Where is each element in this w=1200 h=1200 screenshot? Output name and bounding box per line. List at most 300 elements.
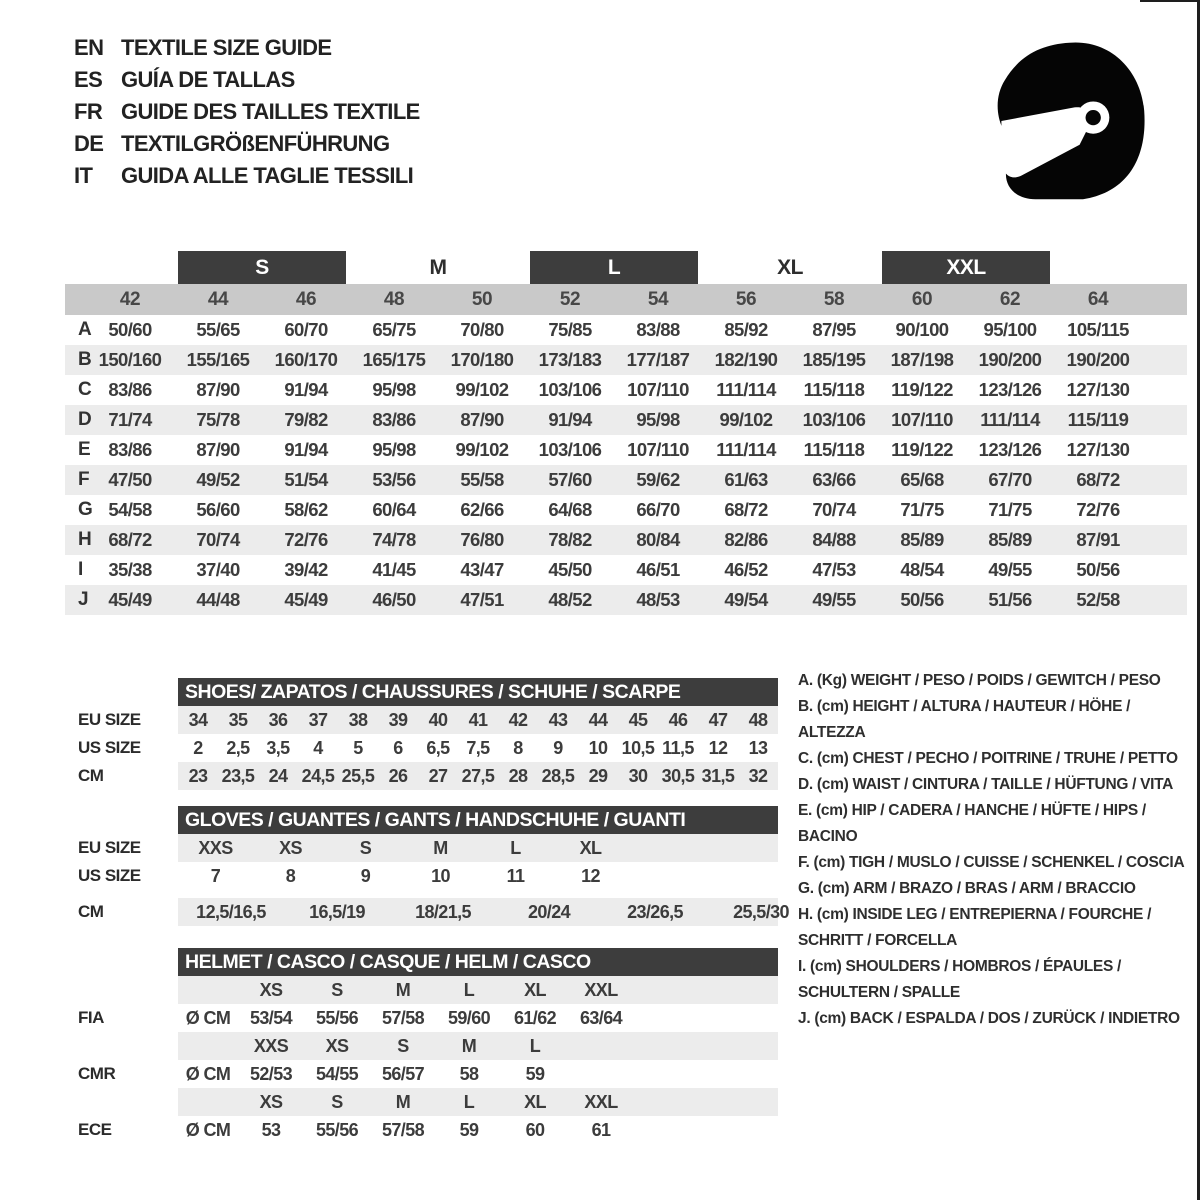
- table-cell: 54/58: [108, 499, 152, 520]
- table-cell: 46/51: [636, 559, 680, 580]
- table-cell: 24,5: [301, 765, 335, 786]
- table-cell: 65/68: [900, 469, 944, 490]
- table-cell: 150/160: [98, 349, 162, 370]
- row-letter: I: [78, 559, 84, 580]
- table-cell: 71/75: [900, 499, 944, 520]
- table-cell: 59/62: [636, 469, 680, 490]
- helmet-size-table: [78, 948, 778, 1144]
- table-cell: 57/58: [381, 1007, 425, 1028]
- row-values: [86, 435, 1142, 465]
- table-cell: 46/52: [724, 559, 768, 580]
- table-cell: 111/114: [716, 379, 776, 400]
- table-cell: 10: [431, 865, 450, 886]
- row-letter: A: [78, 319, 92, 340]
- table-cell: 35: [228, 709, 248, 730]
- table-cell: 28: [508, 765, 528, 786]
- table-cell: 61/62: [513, 1007, 557, 1028]
- table-cell: 68/72: [108, 529, 152, 550]
- table-cell: 40: [428, 709, 448, 730]
- unit-cell: Ø CM: [185, 1119, 231, 1140]
- measurement-legend: [798, 668, 1198, 1032]
- table-cell: XS: [279, 837, 302, 858]
- spacer-cell: [178, 976, 238, 1004]
- legend-item: B. (cm) HEIGHT / ALTURA / HAUTEUR / HÖHE / ALTEZZA: [798, 698, 1131, 741]
- table-row: [65, 465, 1187, 495]
- table-cell: 44: [588, 709, 608, 730]
- helmet-table-rows: [78, 976, 778, 1144]
- table-cell: 56/57: [381, 1063, 425, 1084]
- helmet-size-label: S: [397, 1035, 409, 1056]
- gloves-size-table: [78, 806, 789, 926]
- helmet-size-label: XXL: [584, 979, 618, 1000]
- table-cell: 127/130: [1066, 379, 1130, 400]
- table-cell: 83/86: [108, 379, 152, 400]
- row-values: [86, 405, 1142, 435]
- table-cell: 65/75: [372, 319, 416, 340]
- table-cell: 62/66: [460, 499, 504, 520]
- table-cell: 2,5: [226, 737, 250, 758]
- table-cell: 58/62: [284, 499, 328, 520]
- table-cell: 72/76: [284, 529, 328, 550]
- helmet-size-label: XS: [325, 1035, 349, 1056]
- table-cell: 45/49: [284, 589, 328, 610]
- table-cell: 55/56: [315, 1119, 359, 1140]
- legend-item: G. (cm) ARM / BRAZO / BRAS / ARM / BRACCIO: [798, 880, 1136, 897]
- table-row: [65, 585, 1187, 615]
- table-cell: 11: [506, 865, 525, 886]
- table-row: [78, 862, 778, 890]
- table-cell: 10: [588, 737, 608, 758]
- table-cell: 95/98: [636, 409, 680, 430]
- spacer-cell: [178, 1032, 238, 1060]
- table-cell: 78/82: [548, 529, 592, 550]
- table-cell: 23/26,5: [627, 901, 683, 922]
- legend-item: A. (Kg) WEIGHT / PESO / POIDS / GEWITCH / PESO: [798, 672, 1161, 689]
- table-cell: 70/74: [196, 529, 240, 550]
- size-band-xxl: XXL: [882, 251, 1050, 284]
- numeric-size-label: 44: [207, 288, 229, 310]
- helmet-values-row: [78, 1060, 778, 1088]
- table-cell: 107/110: [627, 379, 689, 400]
- helmet-icon-svg: [978, 36, 1154, 206]
- table-cell: 43: [548, 709, 568, 730]
- table-cell: 12: [708, 737, 728, 758]
- table-cell: 79/82: [284, 409, 328, 430]
- language-title: TEXTILGRÖßENFÜHRUNG: [121, 131, 390, 156]
- language-title-list: [74, 32, 420, 192]
- table-cell: 49/54: [724, 589, 768, 610]
- table-cell: 7,5: [466, 737, 490, 758]
- helmet-sizes-row: [178, 976, 778, 1004]
- numeric-size-label: 48: [383, 288, 405, 310]
- helmet-sizes-row: [178, 1088, 778, 1116]
- table-cell: 64/68: [548, 499, 592, 520]
- helmet-size-label: M: [461, 1035, 477, 1056]
- shoes-size-table: [78, 678, 778, 790]
- table-cell: 48/54: [900, 559, 944, 580]
- row-values: [86, 525, 1142, 555]
- table-cell: 155/165: [186, 349, 250, 370]
- table-cell: 123/126: [978, 439, 1042, 460]
- row-letter: C: [78, 379, 92, 400]
- helmet-values-row: [78, 1116, 778, 1144]
- table-cell: 4: [313, 737, 323, 758]
- table-cell: 85/89: [988, 529, 1032, 550]
- table-cell: 103/106: [802, 409, 866, 430]
- table-cell: 105/115: [1067, 319, 1129, 340]
- table-cell: 45: [628, 709, 648, 730]
- table-cell: 55/65: [196, 319, 240, 340]
- language-code: ES: [74, 67, 103, 92]
- standard-label: FIA: [78, 1008, 104, 1027]
- legend-item: F. (cm) TIGH / MUSLO / CUISSE / SCHENKEL / COSCIA: [798, 854, 1185, 871]
- table-cell: 91/94: [284, 379, 328, 400]
- table-cell: 111/114: [716, 439, 776, 460]
- table-cell: 70/74: [812, 499, 856, 520]
- table-cell: 47/53: [812, 559, 856, 580]
- table-cell: 66/70: [636, 499, 680, 520]
- table-cell: 42: [508, 709, 528, 730]
- table-cell: 99/102: [455, 439, 509, 460]
- table-cell: 60/70: [284, 319, 328, 340]
- numeric-size-label: 46: [295, 288, 317, 310]
- table-cell: 16,5/19: [309, 901, 365, 922]
- table-cell: 187/198: [890, 349, 954, 370]
- table-cell: 70/80: [460, 319, 504, 340]
- table-row: [65, 375, 1187, 405]
- table-row: [65, 555, 1187, 585]
- helmet-size-label: L: [463, 1091, 475, 1112]
- shoes-table-title: SHOES/ ZAPATOS / CHAUSSURES / SCHUHE / SCARPE: [178, 678, 778, 706]
- size-band-m: M: [429, 255, 447, 279]
- table-cell: 173/183: [538, 349, 602, 370]
- language-code: EN: [74, 35, 104, 60]
- table-cell: 68/72: [1076, 469, 1120, 490]
- table-cell: 91/94: [548, 409, 592, 430]
- table-cell: 107/110: [627, 439, 689, 460]
- table-cell: 60: [525, 1119, 545, 1140]
- table-cell: 185/195: [802, 349, 866, 370]
- table-cell: 55/56: [315, 1007, 359, 1028]
- table-cell: 41: [468, 709, 488, 730]
- numeric-size-label: 58: [823, 288, 845, 310]
- table-cell: 127/130: [1066, 439, 1130, 460]
- numeric-size-header-row: [65, 284, 1187, 315]
- table-cell: 111/114: [980, 409, 1040, 430]
- table-cell: 2: [193, 737, 203, 758]
- table-cell: 46/50: [372, 589, 416, 610]
- table-row: [78, 762, 778, 790]
- table-cell: 75/78: [196, 409, 240, 430]
- table-cell: 57/58: [381, 1119, 425, 1140]
- table-row: [78, 734, 778, 762]
- row-values: [86, 465, 1142, 495]
- table-cell: 35/38: [108, 559, 152, 580]
- numeric-size-label: 62: [999, 288, 1021, 310]
- table-cell: 52/53: [249, 1063, 293, 1084]
- table-row: [78, 834, 778, 862]
- row-letter: G: [78, 499, 93, 520]
- table-cell: 72/76: [1076, 499, 1120, 520]
- table-cell: 61: [591, 1119, 611, 1140]
- language-row: [74, 160, 420, 192]
- table-cell: 55/58: [460, 469, 504, 490]
- table-cell: 90/100: [895, 319, 949, 340]
- table-cell: 115/119: [1067, 409, 1129, 430]
- numeric-size-label: 54: [647, 288, 669, 310]
- textile-size-rows: [65, 315, 1187, 615]
- table-cell: 87/95: [812, 319, 856, 340]
- table-cell: 170/180: [450, 349, 514, 370]
- helmet-table-title: HELMET / CASCO / CASQUE / HELM / CASCO: [178, 948, 778, 976]
- helmet-size-label: XS: [259, 979, 283, 1000]
- numeric-size-label: 52: [559, 288, 581, 310]
- table-cell: 190/200: [1066, 349, 1130, 370]
- table-cell: 91/94: [284, 439, 328, 460]
- row-letter: B: [78, 349, 92, 370]
- table-cell: 13: [748, 737, 768, 758]
- table-cell: 43/47: [460, 559, 504, 580]
- language-code: FR: [74, 99, 103, 124]
- table-cell: 95/100: [983, 319, 1037, 340]
- row-label: US SIZE: [78, 738, 141, 757]
- table-cell: 29: [588, 765, 608, 786]
- table-cell: 84/88: [812, 529, 856, 550]
- unit-cell: Ø CM: [185, 1007, 231, 1028]
- table-cell: 68/72: [724, 499, 768, 520]
- table-cell: 59: [459, 1119, 479, 1140]
- spacer-cell: [178, 1088, 238, 1116]
- table-cell: 47/51: [460, 589, 504, 610]
- table-row: [65, 435, 1187, 465]
- table-cell: S: [359, 837, 372, 858]
- language-title: GUIDE DES TAILLES TEXTILE: [121, 99, 420, 124]
- table-cell: 83/88: [636, 319, 680, 340]
- table-cell: 76/80: [460, 529, 504, 550]
- table-cell: 51/54: [284, 469, 328, 490]
- size-band-l: L: [530, 251, 698, 284]
- table-cell: 8: [285, 865, 296, 886]
- shoes-table-rows: [78, 706, 778, 790]
- table-cell: 53/56: [372, 469, 416, 490]
- helmet-size-label: L: [529, 1035, 541, 1056]
- table-cell: XXS: [198, 837, 233, 858]
- table-cell: 45/50: [548, 559, 592, 580]
- table-cell: 103/106: [538, 439, 602, 460]
- table-cell: 60/64: [372, 499, 416, 520]
- table-row: [65, 405, 1187, 435]
- table-cell: 27: [428, 765, 448, 786]
- row-label: EU SIZE: [78, 838, 141, 857]
- table-cell: 50/60: [108, 319, 152, 340]
- table-cell: 48/52: [548, 589, 592, 610]
- helmet-size-label: S: [331, 1091, 343, 1112]
- table-row: [65, 345, 1187, 375]
- helmet-size-label: M: [395, 979, 411, 1000]
- table-cell: 39/42: [284, 559, 328, 580]
- table-cell: 50/56: [900, 589, 944, 610]
- numeric-size-label: 50: [471, 288, 493, 310]
- helmet-size-label: XL: [524, 1091, 546, 1112]
- table-cell: 36: [268, 709, 288, 730]
- row-letter: F: [78, 469, 90, 490]
- table-cell: 25,5: [341, 765, 375, 786]
- table-cell: 49/55: [988, 559, 1032, 580]
- table-cell: 177/187: [626, 349, 690, 370]
- table-cell: 18/21,5: [415, 901, 471, 922]
- language-code: IT: [74, 163, 93, 188]
- table-cell: 85/92: [724, 319, 768, 340]
- language-title: GUIDA ALLE TAGLIE TESSILI: [121, 163, 414, 188]
- language-title: TEXTILE SIZE GUIDE: [121, 35, 332, 60]
- table-cell: 119/122: [891, 439, 953, 460]
- textile-size-table: [65, 251, 1187, 615]
- table-cell: 107/110: [891, 409, 953, 430]
- language-title: GUÍA DE TALLAS: [121, 67, 295, 92]
- helmet-size-label: XXS: [253, 1035, 289, 1056]
- table-cell: 23,5: [221, 765, 255, 786]
- table-cell: 12: [581, 865, 600, 886]
- helmet-icon: [978, 36, 1154, 206]
- table-cell: 75/85: [548, 319, 592, 340]
- unit-cell: Ø CM: [185, 1063, 231, 1084]
- table-cell: 6: [393, 737, 403, 758]
- standard-label: ECE: [78, 1120, 112, 1139]
- table-cell: 39: [388, 709, 408, 730]
- table-cell: 49/52: [196, 469, 240, 490]
- row-values: [86, 315, 1142, 345]
- size-band-s: S: [178, 251, 346, 284]
- table-cell: 52/58: [1076, 589, 1120, 610]
- table-cell: 63/66: [812, 469, 856, 490]
- language-row: [74, 64, 420, 96]
- top-edge-line: [1140, 0, 1200, 2]
- gloves-table-title: GLOVES / GUANTES / GANTS / HANDSCHUHE / GUANTI: [178, 806, 778, 834]
- table-cell: 95/98: [372, 439, 416, 460]
- table-cell: 99/102: [455, 379, 509, 400]
- row-label: CM: [78, 766, 104, 785]
- table-cell: 71/75: [988, 499, 1032, 520]
- legend-item: C. (cm) CHEST / PECHO / POITRINE / TRUHE / PETTO: [798, 750, 1178, 767]
- table-cell: 71/74: [108, 409, 152, 430]
- table-cell: 48: [748, 709, 768, 730]
- table-cell: 5: [353, 737, 363, 758]
- table-cell: 53/54: [249, 1007, 293, 1028]
- table-cell: 28,5: [541, 765, 575, 786]
- table-cell: 10,5: [621, 737, 655, 758]
- table-cell: 30: [628, 765, 648, 786]
- numeric-size-label: 42: [119, 288, 141, 310]
- table-cell: 160/170: [274, 349, 338, 370]
- table-cell: 87/90: [196, 379, 240, 400]
- table-cell: 8: [513, 737, 523, 758]
- letter-size-band-row: [65, 251, 1187, 284]
- row-label: EU SIZE: [78, 710, 141, 729]
- table-cell: 58: [459, 1063, 479, 1084]
- standard-label: CMR: [78, 1064, 116, 1083]
- legend-item: H. (cm) INSIDE LEG / ENTREPIERNA / FOURCHE / SCHRITT / FORCELLA: [798, 906, 1152, 949]
- helmet-size-label: L: [463, 979, 475, 1000]
- table-cell: 83/86: [372, 409, 416, 430]
- table-cell: 9: [360, 865, 371, 886]
- table-cell: 82/86: [724, 529, 768, 550]
- table-cell: 32: [748, 765, 768, 786]
- table-row: [65, 495, 1187, 525]
- gloves-table-rows: [78, 834, 789, 926]
- numeric-size-label: 64: [1087, 288, 1109, 310]
- table-cell: 11,5: [662, 737, 694, 758]
- numeric-size-label: 60: [911, 288, 933, 310]
- table-cell: 59/60: [447, 1007, 491, 1028]
- helmet-sizes-row: [178, 1032, 778, 1060]
- table-cell: 87/90: [196, 439, 240, 460]
- table-cell: 3,5: [266, 737, 290, 758]
- table-cell: 37/40: [196, 559, 240, 580]
- table-cell: 115/118: [803, 439, 865, 460]
- table-cell: 67/70: [988, 469, 1032, 490]
- table-cell: 12,5/16,5: [196, 901, 266, 922]
- helmet-size-label: XS: [259, 1091, 283, 1112]
- language-row: [74, 128, 420, 160]
- table-cell: 87/90: [460, 409, 504, 430]
- table-cell: 53: [261, 1119, 281, 1140]
- row-letter: J: [78, 589, 89, 610]
- table-cell: 41/45: [372, 559, 416, 580]
- table-cell: 30,5: [661, 765, 695, 786]
- table-row: [78, 706, 778, 734]
- helmet-size-label: M: [395, 1091, 411, 1112]
- language-row: [74, 96, 420, 128]
- table-cell: 23: [188, 765, 208, 786]
- table-cell: 48/53: [636, 589, 680, 610]
- table-cell: 103/106: [538, 379, 602, 400]
- table-cell: 123/126: [978, 379, 1042, 400]
- table-row: [78, 898, 789, 926]
- table-cell: 27,5: [461, 765, 495, 786]
- table-cell: 119/122: [891, 379, 953, 400]
- table-cell: 85/89: [900, 529, 944, 550]
- row-values: [86, 495, 1142, 525]
- helmet-size-label: XL: [524, 979, 546, 1000]
- table-cell: 25,5/30: [733, 901, 789, 922]
- row-values: [86, 585, 1142, 615]
- table-row: [65, 315, 1187, 345]
- table-cell: 26: [388, 765, 408, 786]
- row-label: US SIZE: [78, 866, 141, 885]
- table-cell: 38: [348, 709, 368, 730]
- table-cell: M: [433, 837, 448, 858]
- table-cell: 74/78: [372, 529, 416, 550]
- legend-item: E. (cm) HIP / CADERA / HANCHE / HÜFTE / HIPS / BACINO: [798, 802, 1146, 845]
- row-letter: E: [78, 439, 91, 460]
- row-values: [86, 345, 1142, 375]
- table-cell: 61/63: [724, 469, 768, 490]
- table-cell: 115/118: [803, 379, 865, 400]
- table-cell: 45/49: [108, 589, 152, 610]
- table-cell: 99/102: [719, 409, 773, 430]
- table-cell: 6,5: [426, 737, 450, 758]
- table-cell: 95/98: [372, 379, 416, 400]
- size-band-xl: XL: [777, 255, 803, 279]
- table-cell: 57/60: [548, 469, 592, 490]
- table-cell: 165/175: [362, 349, 426, 370]
- table-cell: 190/200: [978, 349, 1042, 370]
- table-cell: 87/91: [1076, 529, 1120, 550]
- table-cell: L: [510, 837, 521, 858]
- table-cell: 49/55: [812, 589, 856, 610]
- table-cell: 51/56: [988, 589, 1032, 610]
- table-cell: 31,5: [701, 765, 735, 786]
